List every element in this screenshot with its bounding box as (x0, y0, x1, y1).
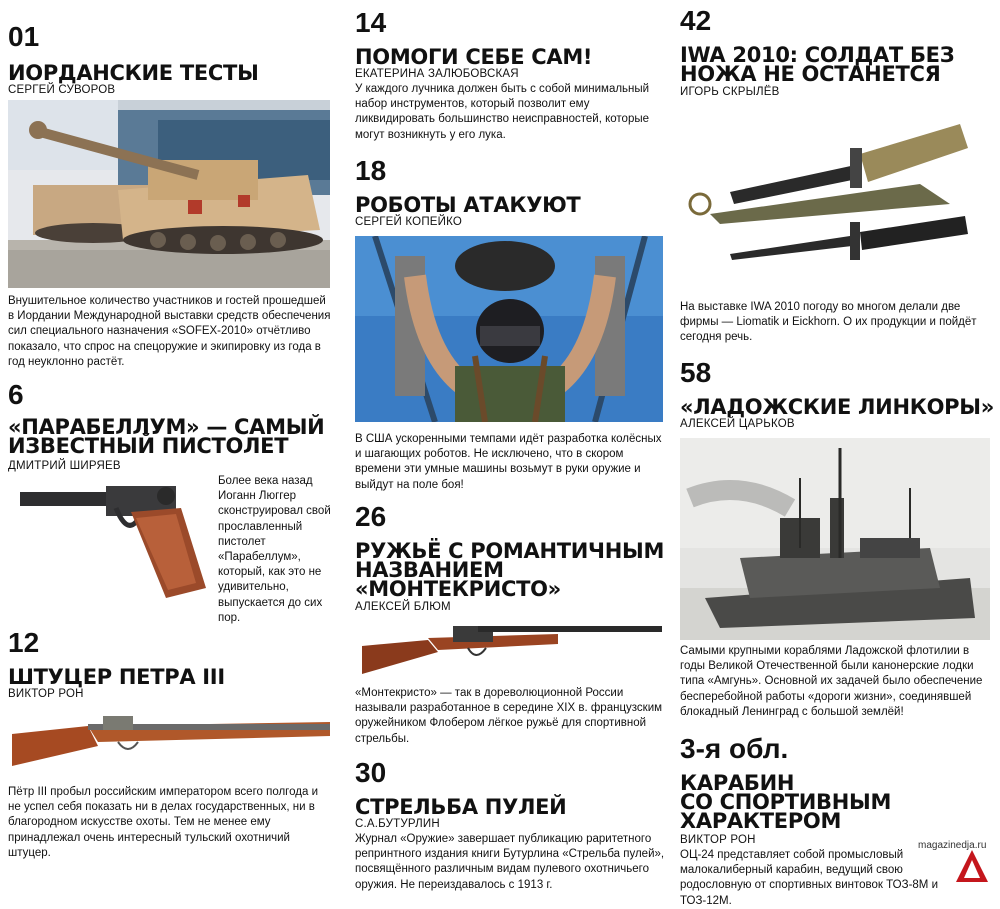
article-summary: Более века назад Иоганн Люггер сконструировал свой прославленный пистолет «Парабеллум», который, как это не удивительно, выпускается до сих пор. (218, 475, 331, 624)
article-summary: Пётр III пробыл российским императором всего полгода и не успел себя показать ни в делах государственных, ни в благородном искусстве охоты. Тем не менее ему принадлежал очень интересный тульский охотничий штуцер. (8, 786, 318, 859)
article-author: ВИКТОР РОН (8, 688, 84, 700)
article-summary: На выставке IWA 2010 погоду во многом делали две фирмы — Liomatik и Eickhorn. О их продукции и пойдёт сегодня речь. (680, 301, 977, 344)
robot-exoskeleton-photo (355, 236, 663, 422)
article-title[interactable]: КАРАБИН СО СПОРТИВНЫМ ХАРАКТЕРОМ (680, 771, 892, 833)
article-summary: Внушительное количество участников и гостей прошедшей в Иордании Международной выставки средств обеспечения сил специального назначения «SOFEX-2010» отчётливо показало, что спрос на спецоружие и экипировку из года в год неуклонно растёт. (8, 295, 331, 368)
article-summary: У каждого лучника должен быть с собой минимальный набор инструментов, который позволит ему ликвидировать большинство неисправностей, которые могут возникнуть у его лука. (355, 83, 650, 141)
article-number: 42 (680, 5, 712, 36)
article-number: 01 (8, 21, 40, 52)
article-title[interactable]: ШТУЦЕР ПЕТРА III (8, 665, 225, 689)
article-author: ИГОРЬ СКРЫЛЁВ (680, 86, 780, 98)
article-title[interactable]: РУЖЬЁ С РОМАНТИЧНЫМ НАЗВАНИЕМ «МОНТЕКРИСТО» (355, 539, 665, 601)
article-number: 3-я обл. (680, 733, 789, 764)
article-title[interactable]: IWA 2010: СОЛДАТ БЕЗ НОЖА НЕ ОСТАНЕТСЯ (680, 43, 955, 86)
article-number: 18 (355, 155, 387, 186)
pistol-image (16, 478, 212, 604)
article-summary: Журнал «Оружие» завершает публикацию раритетного репринтного издания книги Бутурлина «Стрельба пулей», посвящённого различным видам пулевого охотничьего оружия. Не переиздавалось с 1913 г. (355, 833, 665, 891)
article-author: С.А.БУТУРЛИН (355, 818, 440, 830)
article-summary: В США ускоренными темпами идёт разработка колёсных и шагающих роботов. Не исключено, что в скором времени эти умные машины возьмут в руки оружие и выйдут на поле боя! (355, 433, 662, 491)
article-author: ВИКТОР РОН (680, 834, 756, 846)
watermark-text: magazinedja.ru (918, 840, 987, 851)
article-title[interactable]: ПОМОГИ СЕБЕ САМ! (355, 45, 593, 69)
article-title[interactable]: «ПАРАБЕЛЛУМ» — САМЫЙ ИЗВЕСТНЫЙ ПИСТОЛЕТ (8, 415, 325, 458)
article-author: СЕРГЕЙ СУВОРОВ (8, 84, 116, 96)
article-number: 6 (8, 379, 24, 410)
article-summary: ОЦ-24 представляет собой промысловый малокалиберный карабин, ведущий свою родословную от спортивных винтовок ТОЗ-8М и ТОЗ-12М. (680, 849, 938, 907)
article-author: ЕКАТЕРИНА ЗАЛЮБОВСКАЯ (355, 68, 519, 80)
article-author: АЛЕКСЕЙ ЦАРЬКОВ (680, 418, 795, 430)
knives-image (680, 104, 980, 274)
article-title[interactable]: СТРЕЛЬБА ПУЛЕЙ (355, 795, 567, 819)
article-number: 26 (355, 501, 387, 532)
gunboat-photo (680, 438, 990, 640)
article-summary: «Монтекристо» — так в дореволюционной России называли разработанное в середине XIX в. французским оружейником Флобером лёгкое ружьё для спортивной стрельбы. (355, 687, 663, 745)
article-number: 12 (8, 627, 40, 658)
article-author: ДМИТРИЙ ШИРЯЕВ (8, 460, 121, 472)
article-number: 30 (355, 757, 387, 788)
article-title[interactable]: ИОРДАНСКИЕ ТЕСТЫ (8, 61, 259, 85)
article-author: АЛЕКСЕЙ БЛЮМ (355, 601, 451, 613)
article-summary: Самыми крупными кораблями Ладожской флотилии в годы Великой Отечественной были канонерские лодки типа «Амгунь». Основной их задачей было обеспечение бесперебойной работы «дороги жизни», соединявшей блокадный Ленинград с большой землёй! (680, 645, 983, 718)
article-title[interactable]: «ЛАДОЖСКИЕ ЛИНКОРЫ» (680, 395, 994, 419)
artillery-photo (8, 100, 330, 288)
montecristo-rifle-image (358, 618, 662, 680)
rifle-image (8, 706, 330, 776)
article-author: СЕРГЕЙ КОПЕЙКО (355, 216, 463, 228)
article-title[interactable]: РОБОТЫ АТАКУЮТ (355, 193, 581, 217)
article-number: 14 (355, 7, 387, 38)
article-number: 58 (680, 357, 712, 388)
watermark-logo-icon (954, 848, 990, 884)
